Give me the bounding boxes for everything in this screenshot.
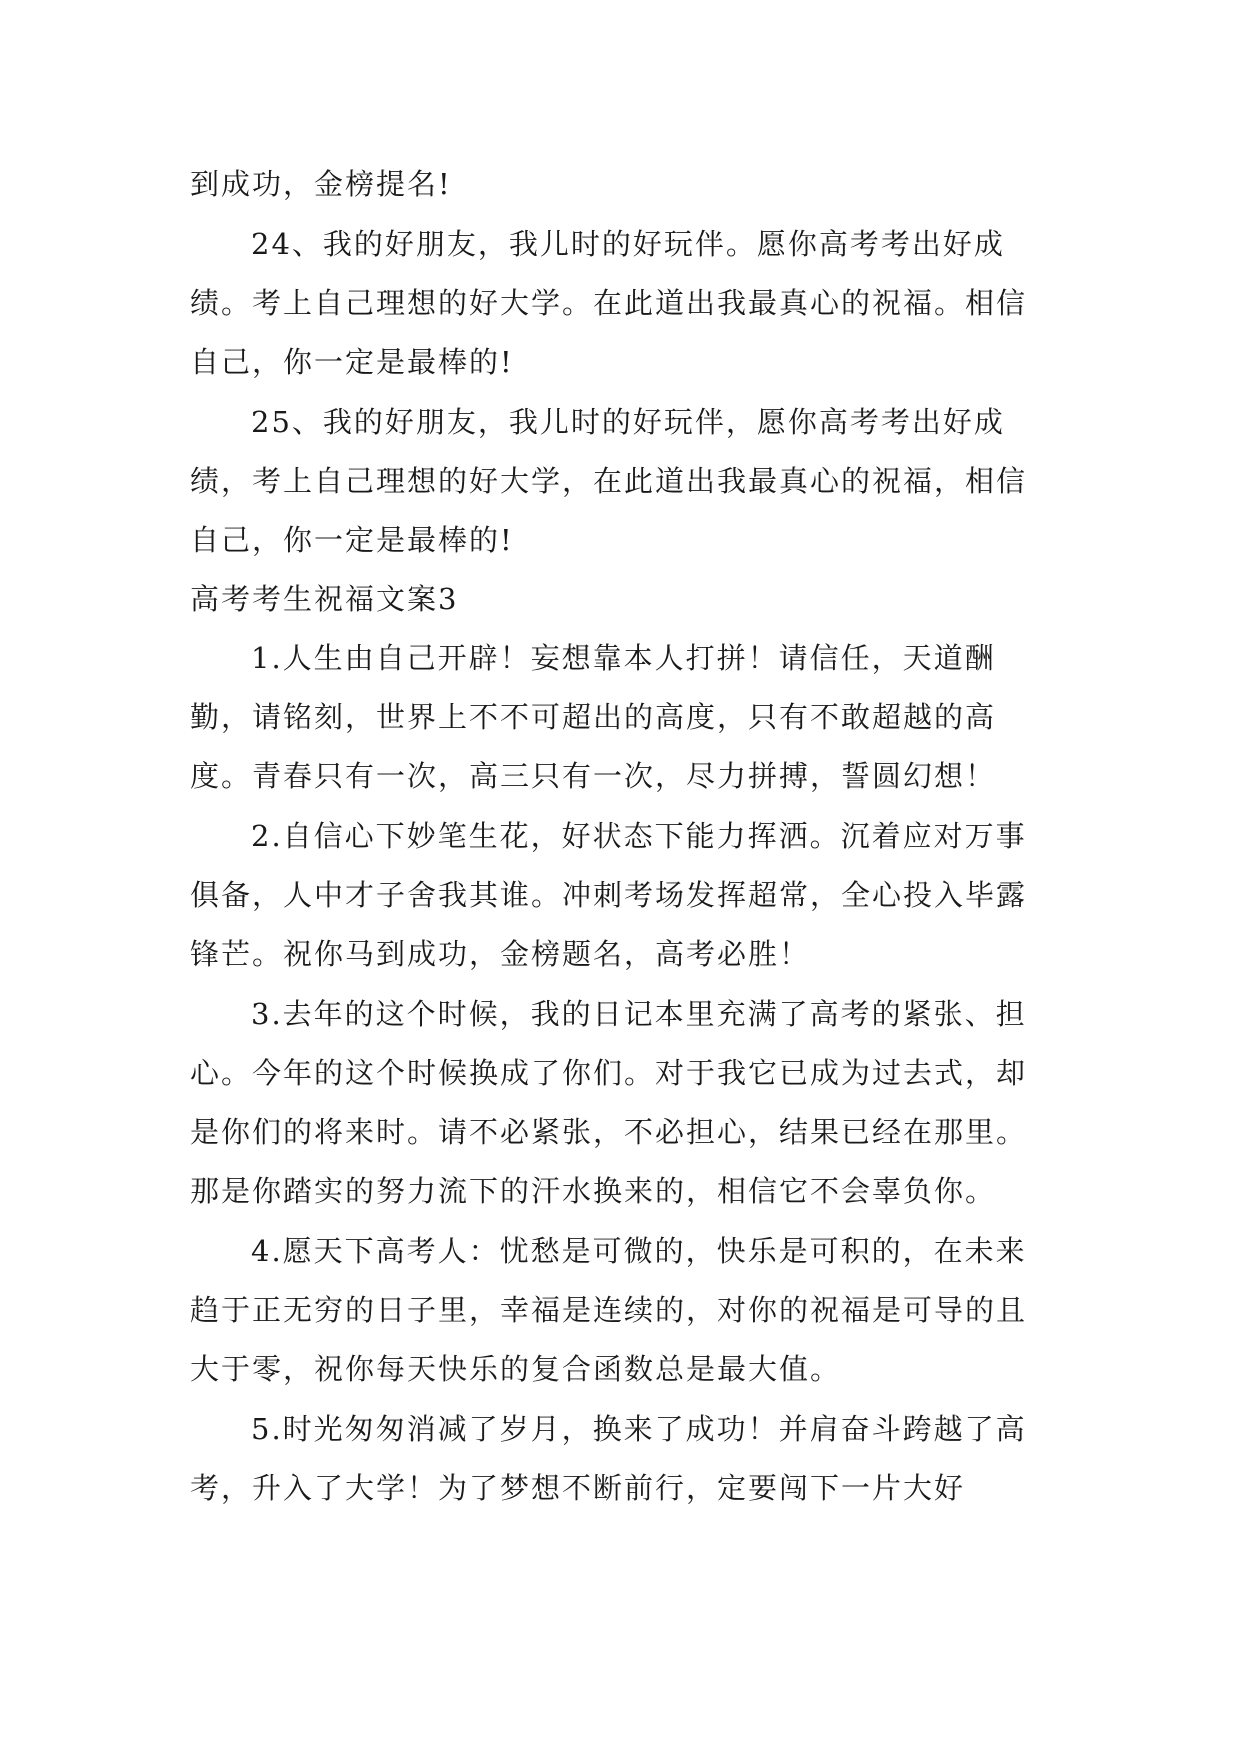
section-paragraph-2: 2.自信心下妙笔生花，好状态下能力挥洒。沉着应对万事俱备，人中才子舍我其谁。冲刺考场发挥超常，全心投入毕露锋芒。祝你马到成功，金榜题名，高考必胜！ bbox=[190, 819, 1028, 971]
section-title: 高考考生祝福文案3 bbox=[190, 582, 459, 616]
section-paragraph-3: 3.去年的这个时候，我的日记本里充满了高考的紧张、担心。今年的这个时候换成了你们。对于我它已成为过去式，却是你们的将来时。请不必紧张，不必担心，结果已经在那里。那是你踏实的努力流下的汗水换来的，相信它不会辜负你。 bbox=[190, 997, 1028, 1208]
section-paragraph-4: 4.愿天下高考人：忧愁是可微的，快乐是可积的，在未来趋于正无穷的日子里，幸福是连续的，对你的祝福是可导的且大于零，祝你每天快乐的复合函数总是最大值。 bbox=[190, 1234, 1028, 1386]
document-body bbox=[190, 155, 1050, 1518]
paragraph-24: 24、我的好朋友，我儿时的好玩伴。愿你高考考出好成绩。考上自己理想的好大学。在此道出我最真心的祝福。相信自己，你一定是最棒的! bbox=[190, 227, 1028, 379]
section-paragraph-1: 1.人生由自己开辟！妄想靠本人打拼！请信任，天道酬勤，请铭刻，世界上不不可超出的高度，只有不敢超越的高度。青春只有一次，高三只有一次，尽力拼搏，誓圆幻想！ bbox=[190, 641, 997, 793]
paragraph-continued: 到成功，金榜提名! bbox=[190, 167, 452, 201]
paragraph-25: 25、我的好朋友，我儿时的好玩伴，愿你高考考出好成绩，考上自己理想的好大学，在此道出我最真心的祝福，相信自己，你一定是最棒的! bbox=[190, 405, 1028, 557]
section-paragraph-5: 5.时光匆匆消减了岁月，换来了成功！并肩奋斗跨越了高考，升入了大学！为了梦想不断前行，定要闯下一片大好 bbox=[190, 1412, 1027, 1505]
